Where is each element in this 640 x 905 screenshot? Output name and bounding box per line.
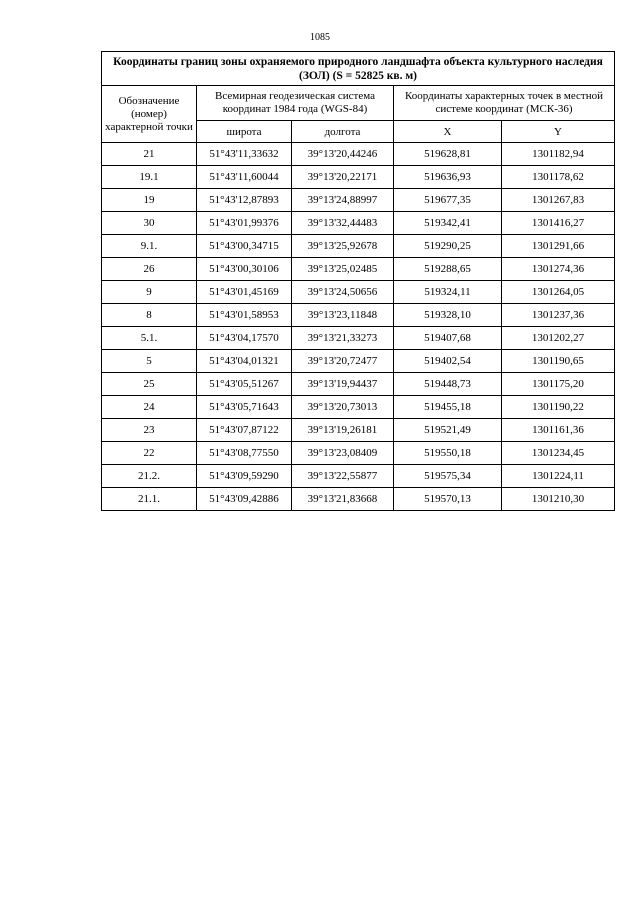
cell-y: 1301224,11 (502, 465, 615, 488)
cell-x: 519677,35 (394, 189, 502, 212)
cell-point: 5.1. (102, 327, 197, 350)
cell-lat: 51°43'05,71643 (197, 396, 292, 419)
msk-group-header: Координаты характерных точек в местной системе координат (МСК-36) (394, 86, 615, 121)
table-row (102, 235, 615, 258)
cell-lon: 39°13'19,26181 (292, 419, 394, 442)
cell-point: 22 (102, 442, 197, 465)
cell-lon: 39°13'20,44246 (292, 143, 394, 166)
cell-x: 519448,73 (394, 373, 502, 396)
cell-point: 26 (102, 258, 197, 281)
cell-point: 5 (102, 350, 197, 373)
cell-x: 519455,18 (394, 396, 502, 419)
cell-lon: 39°13'25,92678 (292, 235, 394, 258)
cell-y: 1301274,36 (502, 258, 615, 281)
cell-lat: 51°43'01,45169 (197, 281, 292, 304)
cell-x: 519575,34 (394, 465, 502, 488)
cell-x: 519570,13 (394, 488, 502, 511)
table-row (102, 258, 615, 281)
cell-x: 519402,54 (394, 350, 502, 373)
cell-lat: 51°43'07,87122 (197, 419, 292, 442)
cell-y: 1301190,22 (502, 396, 615, 419)
cell-y: 1301210,30 (502, 488, 615, 511)
lon-header: долгота (292, 121, 394, 143)
cell-lat: 51°43'08,77550 (197, 442, 292, 465)
table-title: Координаты границ зоны охраняемого природного ландшафта объекта культурного наследия (ЗОЛ) (S = 52825 кв. м) (102, 52, 615, 86)
cell-lon: 39°13'21,33273 (292, 327, 394, 350)
cell-point: 19.1 (102, 166, 197, 189)
cell-y: 1301416,27 (502, 212, 615, 235)
cell-point: 25 (102, 373, 197, 396)
cell-lat: 51°43'00,30106 (197, 258, 292, 281)
cell-y: 1301234,45 (502, 442, 615, 465)
cell-lat: 51°43'05,51267 (197, 373, 292, 396)
cell-x: 519550,18 (394, 442, 502, 465)
cell-point: 30 (102, 212, 197, 235)
cell-x: 519290,25 (394, 235, 502, 258)
cell-point: 19 (102, 189, 197, 212)
cell-point: 9.1. (102, 235, 197, 258)
cell-x: 519328,10 (394, 304, 502, 327)
table-row (102, 488, 615, 511)
cell-y: 1301175,20 (502, 373, 615, 396)
cell-lat: 51°43'04,01321 (197, 350, 292, 373)
cell-lon: 39°13'19,94437 (292, 373, 394, 396)
cell-lon: 39°13'23,11848 (292, 304, 394, 327)
cell-y: 1301267,83 (502, 189, 615, 212)
table-body (102, 143, 615, 511)
cell-lat: 51°43'11,60044 (197, 166, 292, 189)
cell-point: 21.1. (102, 488, 197, 511)
cell-y: 1301237,36 (502, 304, 615, 327)
cell-lat: 51°43'01,58953 (197, 304, 292, 327)
cell-lat: 51°43'01,99376 (197, 212, 292, 235)
lat-header: широта (197, 121, 292, 143)
table-row (102, 327, 615, 350)
wgs-group-header: Всемирная геодезическая система координат 1984 года (WGS-84) (197, 86, 394, 121)
table-row (102, 465, 615, 488)
cell-lon: 39°13'20,73013 (292, 396, 394, 419)
cell-x: 519407,68 (394, 327, 502, 350)
cell-lat: 51°43'09,42886 (197, 488, 292, 511)
cell-y: 1301161,36 (502, 419, 615, 442)
table-row (102, 442, 615, 465)
table-row (102, 189, 615, 212)
table-row (102, 281, 615, 304)
cell-lon: 39°13'24,50656 (292, 281, 394, 304)
cell-lon: 39°13'25,02485 (292, 258, 394, 281)
cell-lat: 51°43'00,34715 (197, 235, 292, 258)
table-row (102, 143, 615, 166)
cell-lat: 51°43'11,33632 (197, 143, 292, 166)
cell-point: 21 (102, 143, 197, 166)
cell-y: 1301190,65 (502, 350, 615, 373)
coordinates-table (101, 51, 615, 511)
table-row (102, 304, 615, 327)
cell-point: 9 (102, 281, 197, 304)
cell-y: 1301202,27 (502, 327, 615, 350)
cell-x: 519628,81 (394, 143, 502, 166)
table-row (102, 212, 615, 235)
cell-x: 519636,93 (394, 166, 502, 189)
cell-x: 519342,41 (394, 212, 502, 235)
cell-lon: 39°13'24,88997 (292, 189, 394, 212)
table-row (102, 396, 615, 419)
cell-y: 1301182,94 (502, 143, 615, 166)
cell-lon: 39°13'32,44483 (292, 212, 394, 235)
cell-lon: 39°13'23,08409 (292, 442, 394, 465)
cell-lon: 39°13'22,55877 (292, 465, 394, 488)
cell-lat: 51°43'09,59290 (197, 465, 292, 488)
cell-point: 23 (102, 419, 197, 442)
cell-lon: 39°13'20,72477 (292, 350, 394, 373)
cell-point: 21.2. (102, 465, 197, 488)
cell-y: 1301178,62 (502, 166, 615, 189)
cell-y: 1301291,66 (502, 235, 615, 258)
cell-y: 1301264,05 (502, 281, 615, 304)
cell-lon: 39°13'21,83668 (292, 488, 394, 511)
point-label-header: Обозначение (номер) характерной точки (102, 86, 197, 143)
cell-point: 24 (102, 396, 197, 419)
page-number: 1085 (310, 32, 330, 43)
cell-x: 519288,65 (394, 258, 502, 281)
table-row (102, 166, 615, 189)
table-row (102, 350, 615, 373)
y-header: Y (502, 121, 615, 143)
cell-x: 519521,49 (394, 419, 502, 442)
table-row (102, 373, 615, 396)
cell-lat: 51°43'04,17570 (197, 327, 292, 350)
cell-lon: 39°13'20,22171 (292, 166, 394, 189)
cell-point: 8 (102, 304, 197, 327)
table-row (102, 419, 615, 442)
x-header: X (394, 121, 502, 143)
cell-x: 519324,11 (394, 281, 502, 304)
cell-lat: 51°43'12,87893 (197, 189, 292, 212)
